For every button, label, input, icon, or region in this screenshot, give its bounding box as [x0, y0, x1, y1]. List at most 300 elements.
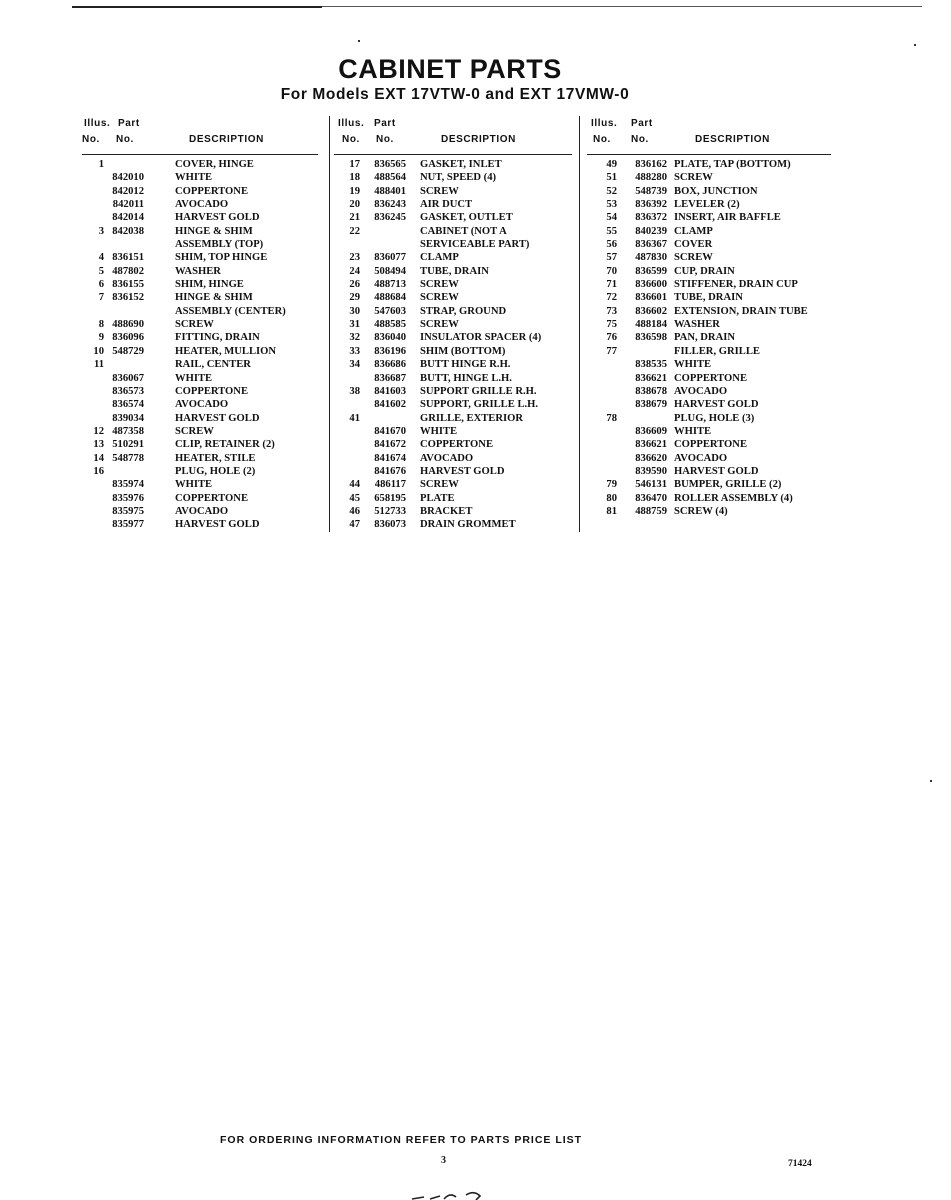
parts-row	[334, 465, 572, 478]
part-number: 836155	[112, 279, 144, 291]
parts-row	[587, 211, 831, 224]
illus-number: 81	[606, 505, 617, 517]
illus-number: 14	[93, 452, 104, 464]
parts-row	[587, 305, 831, 318]
part-number: 836598	[635, 332, 667, 344]
part-description: HARVEST GOLD	[175, 519, 260, 531]
part-description: FITTING, DRAIN	[175, 332, 260, 344]
part-number: 512733	[374, 505, 406, 517]
illus-number: 9	[98, 332, 104, 344]
parts-rows	[334, 158, 572, 532]
illus-number: 56	[606, 239, 617, 251]
parts-column-2	[334, 118, 572, 532]
part-number: 836040	[374, 332, 406, 344]
parts-row	[587, 291, 831, 304]
part-no-header: No.	[376, 134, 394, 145]
part-number: 836151	[112, 252, 144, 264]
parts-row	[587, 265, 831, 278]
page-number: 3	[441, 1155, 446, 1166]
part-number: 836196	[374, 345, 406, 357]
part-no-header: No.	[631, 134, 649, 145]
illus-number: 17	[349, 159, 360, 170]
part-description: ASSEMBLY (TOP)	[175, 239, 264, 251]
part-description: HARVEST GOLD	[674, 399, 759, 411]
part-number: 836372	[635, 212, 667, 224]
illus-number: 30	[349, 305, 360, 317]
column-divider	[579, 116, 580, 532]
parts-row	[587, 331, 831, 344]
part-number: 836600	[635, 279, 667, 291]
parts-row	[587, 345, 831, 358]
illus-number: 22	[349, 225, 360, 237]
parts-row	[587, 278, 831, 291]
part-number: 547603	[374, 305, 406, 317]
part-description: NUT, SPEED (4)	[420, 172, 497, 184]
illus-number: 57	[606, 252, 617, 264]
part-description: ROLLER ASSEMBLY (4)	[674, 492, 793, 504]
parts-row	[587, 385, 831, 398]
parts-row	[334, 478, 572, 491]
top-edge-rule-thin	[322, 6, 922, 7]
part-description: INSULATOR SPACER (4)	[420, 332, 542, 344]
part-number: 842010	[112, 172, 144, 184]
part-description: SCREW	[674, 172, 713, 184]
parts-row	[82, 465, 318, 478]
parts-row	[82, 238, 318, 251]
part-number: 488684	[374, 292, 406, 304]
illus-number: 51	[606, 172, 617, 184]
parts-row	[587, 251, 831, 264]
part-description: SCREW	[674, 252, 713, 264]
part-number: 839590	[635, 465, 667, 477]
illus-number: 80	[606, 492, 617, 504]
part-number: 836565	[374, 159, 406, 170]
illus-number: 16	[93, 465, 104, 477]
part-description: WASHER	[674, 319, 720, 331]
header-rule	[334, 154, 572, 155]
part-number: 836096	[112, 332, 144, 344]
part-description: AVOCADO	[175, 199, 229, 211]
illus-number: 10	[93, 345, 104, 357]
part-description: PLUG, HOLE (3)	[674, 412, 755, 424]
part-description: WHITE	[175, 479, 213, 491]
part-number: 836162	[635, 159, 667, 170]
parts-row	[82, 478, 318, 491]
part-number: 488585	[374, 319, 406, 331]
illus-number: 21	[349, 212, 360, 224]
part-number: 836609	[635, 425, 667, 437]
part-description: HARVEST GOLD	[175, 212, 260, 224]
parts-row	[587, 238, 831, 251]
illus-number: 12	[93, 425, 104, 437]
illus-number: 47	[349, 519, 360, 531]
part-header-top: Part	[118, 118, 140, 129]
part-description: SUPPORT GRILLE R.H.	[420, 385, 537, 397]
illus-number: 19	[349, 185, 360, 197]
scan-speck	[914, 44, 916, 46]
illus-header-top: Illus.	[84, 118, 111, 129]
part-number: 488280	[635, 172, 667, 184]
parts-row	[334, 238, 572, 251]
parts-row	[334, 518, 572, 531]
part-number: 842012	[112, 185, 144, 197]
header-rule	[587, 154, 831, 155]
parts-row	[82, 278, 318, 291]
parts-row	[334, 225, 572, 238]
parts-row	[587, 372, 831, 385]
parts-row	[82, 412, 318, 425]
part-number: 836152	[112, 292, 144, 304]
part-description: COVER	[674, 239, 713, 251]
parts-row	[334, 385, 572, 398]
part-number: 486117	[374, 479, 406, 491]
part-description: HARVEST GOLD	[674, 465, 759, 477]
illus-no-header: No.	[342, 134, 360, 145]
part-description: EXTENSION, DRAIN TUBE	[674, 305, 808, 317]
parts-row	[82, 358, 318, 371]
part-description: AVOCADO	[674, 385, 728, 397]
illus-number: 73	[606, 305, 617, 317]
parts-row	[82, 198, 318, 211]
handwritten-mark	[410, 1188, 500, 1200]
part-number: 548778	[112, 452, 144, 464]
ordering-footer: FOR ORDERING INFORMATION REFER TO PARTS PRICE LIST	[220, 1134, 583, 1146]
parts-row	[334, 412, 572, 425]
scan-speck	[358, 40, 360, 42]
part-description: SCREW	[175, 319, 214, 331]
illus-number: 41	[349, 412, 360, 424]
part-number: 838679	[635, 399, 667, 411]
parts-row	[82, 505, 318, 518]
parts-row	[587, 465, 831, 478]
parts-rows	[587, 158, 831, 518]
part-description: WHITE	[674, 425, 712, 437]
illus-number: 55	[606, 225, 617, 237]
illus-no-header: No.	[593, 134, 611, 145]
illus-number: 49	[606, 159, 617, 170]
part-number: 508494	[374, 265, 406, 277]
illus-number: 72	[606, 292, 617, 304]
part-description: HEATER, MULLION	[175, 345, 277, 357]
part-number: 841603	[374, 385, 406, 397]
part-number: 836602	[635, 305, 667, 317]
part-description: DRAIN GROMMET	[420, 519, 516, 531]
part-description: TUBE, DRAIN	[420, 265, 489, 277]
parts-row	[82, 345, 318, 358]
parts-row	[334, 198, 572, 211]
part-description: HEATER, STILE	[175, 452, 256, 464]
parts-row	[587, 318, 831, 331]
part-number: 488759	[635, 505, 667, 517]
part-description: COPPERTONE	[175, 385, 249, 397]
part-description: SCREW	[420, 319, 459, 331]
part-description: ASSEMBLY (CENTER)	[175, 305, 286, 317]
part-number: 840239	[635, 225, 667, 237]
parts-row	[334, 345, 572, 358]
illus-header-top: Illus.	[338, 118, 365, 129]
part-number: 841602	[374, 399, 406, 411]
part-description: AVOCADO	[175, 399, 229, 411]
part-number: 836067	[112, 372, 144, 384]
parts-row	[334, 291, 572, 304]
part-description: GASKET, INLET	[420, 159, 502, 170]
illus-number: 38	[349, 385, 360, 397]
part-number: 838678	[635, 385, 667, 397]
parts-row	[334, 251, 572, 264]
column-header	[587, 118, 831, 154]
part-number: 548739	[635, 185, 667, 197]
illus-number: 3	[98, 225, 104, 237]
part-number: 836621	[635, 372, 667, 384]
parts-row	[82, 331, 318, 344]
column-header	[334, 118, 572, 154]
part-description: STIFFENER, DRAIN CUP	[674, 279, 798, 291]
parts-row	[82, 385, 318, 398]
parts-row	[587, 425, 831, 438]
part-number: 487802	[112, 265, 144, 277]
illus-number: 7	[98, 292, 104, 304]
parts-row	[82, 305, 318, 318]
parts-column-3	[587, 118, 831, 518]
illus-number: 6	[98, 279, 104, 291]
part-number: 836686	[374, 359, 406, 371]
illus-number: 4	[98, 252, 104, 264]
part-number: 841674	[374, 452, 406, 464]
part-description: PAN, DRAIN	[674, 332, 736, 344]
parts-row	[334, 265, 572, 278]
parts-row	[334, 358, 572, 371]
illus-number: 29	[349, 292, 360, 304]
part-number: 658195	[374, 492, 406, 504]
parts-row	[82, 492, 318, 505]
part-description: SCREW	[175, 425, 214, 437]
parts-column-1	[82, 118, 318, 532]
illus-number: 71	[606, 279, 617, 291]
part-number: 548729	[112, 345, 144, 357]
part-number: 836073	[374, 519, 406, 531]
parts-row	[587, 438, 831, 451]
top-edge-rule	[72, 6, 322, 8]
part-description: STRAP, GROUND	[420, 305, 507, 317]
part-number: 836573	[112, 385, 144, 397]
illus-number: 70	[606, 265, 617, 277]
illus-number: 32	[349, 332, 360, 344]
parts-row	[82, 251, 318, 264]
part-number: 839034	[112, 412, 144, 424]
part-description: RAIL, CENTER	[175, 359, 251, 371]
illus-number: 24	[349, 265, 360, 277]
parts-row	[587, 225, 831, 238]
parts-row	[334, 505, 572, 518]
parts-row	[587, 158, 831, 171]
document-code: 71424	[788, 1159, 812, 1169]
part-number: 488690	[112, 319, 144, 331]
parts-row	[587, 412, 831, 425]
part-number: 842038	[112, 225, 144, 237]
part-number: 546131	[635, 479, 667, 491]
part-description: LEVELER (2)	[674, 199, 740, 211]
scan-speck	[930, 780, 932, 782]
part-description: INSERT, AIR BAFFLE	[674, 212, 781, 224]
part-description: SCREW	[420, 279, 459, 291]
part-description: WASHER	[175, 265, 221, 277]
part-description: CLAMP	[674, 225, 713, 237]
parts-row	[334, 398, 572, 411]
illus-number: 5	[98, 265, 104, 277]
parts-row	[334, 452, 572, 465]
part-description: WHITE	[175, 372, 213, 384]
part-number: 487358	[112, 425, 144, 437]
parts-row	[334, 185, 572, 198]
part-description: WHITE	[674, 359, 712, 371]
description-header: DESCRIPTION	[695, 134, 770, 145]
parts-rows	[82, 158, 318, 532]
part-number: 841670	[374, 425, 406, 437]
illus-no-header: No.	[82, 134, 100, 145]
parts-row	[334, 331, 572, 344]
part-number: 835977	[112, 519, 144, 531]
illus-number: 20	[349, 199, 360, 211]
part-number: 488713	[374, 279, 406, 291]
part-description: SCREW	[420, 292, 459, 304]
part-description: AIR DUCT	[420, 199, 473, 211]
parts-row	[587, 358, 831, 371]
part-number: 838535	[635, 359, 667, 371]
part-number: 836574	[112, 399, 144, 411]
part-number: 488184	[635, 319, 667, 331]
parts-row	[82, 185, 318, 198]
part-description: AVOCADO	[674, 452, 728, 464]
part-description: CLAMP	[420, 252, 459, 264]
part-number: 841672	[374, 439, 406, 451]
part-number: 835975	[112, 505, 144, 517]
part-description: PLATE	[420, 492, 455, 504]
parts-row	[587, 492, 831, 505]
parts-row	[587, 171, 831, 184]
illus-number: 26	[349, 279, 360, 291]
illus-number: 31	[349, 319, 360, 331]
part-description: SERVICEABLE PART)	[420, 239, 530, 251]
part-description: WHITE	[175, 172, 213, 184]
parts-row	[334, 372, 572, 385]
illus-number: 23	[349, 252, 360, 264]
part-description: COPPERTONE	[175, 185, 249, 197]
parts-row	[587, 398, 831, 411]
part-description: SUPPORT, GRILLE L.H.	[420, 399, 539, 411]
part-description: AVOCADO	[175, 505, 229, 517]
parts-row	[82, 372, 318, 385]
part-number: 836392	[635, 199, 667, 211]
illus-number: 79	[606, 479, 617, 491]
parts-row	[334, 425, 572, 438]
part-no-header: No.	[116, 134, 134, 145]
illus-header-top: Illus.	[591, 118, 618, 129]
illus-number: 44	[349, 479, 360, 491]
illus-number: 8	[98, 319, 104, 331]
part-description: SCREW	[420, 479, 459, 491]
part-number: 487830	[635, 252, 667, 264]
parts-row	[82, 171, 318, 184]
part-description: COPPERTONE	[175, 492, 249, 504]
illus-number: 78	[606, 412, 617, 424]
part-header-top: Part	[631, 118, 653, 129]
illus-number: 34	[349, 359, 360, 371]
part-header-top: Part	[374, 118, 396, 129]
illus-number: 11	[93, 359, 104, 371]
parts-row	[334, 438, 572, 451]
parts-row	[334, 278, 572, 291]
parts-row	[82, 211, 318, 224]
part-description: SCREW	[420, 185, 459, 197]
illus-number: 1	[98, 159, 104, 170]
part-description: PLATE, TAP (BOTTOM)	[674, 159, 791, 170]
part-number: 836245	[374, 212, 406, 224]
parts-row	[334, 158, 572, 171]
illus-number: 76	[606, 332, 617, 344]
parts-row	[82, 158, 318, 171]
description-header: DESCRIPTION	[189, 134, 264, 145]
part-description: CUP, DRAIN	[674, 265, 735, 277]
page-title: CABINET PARTS	[338, 54, 562, 84]
part-number: 836687	[374, 372, 406, 384]
part-description: CABINET (NOT A	[420, 225, 507, 237]
illus-number: 45	[349, 492, 360, 504]
parts-row	[587, 505, 831, 518]
part-description: AVOCADO	[420, 452, 474, 464]
illus-number: 13	[93, 439, 104, 451]
part-description: BUTT, HINGE L.H.	[420, 372, 512, 384]
part-number: 836621	[635, 439, 667, 451]
parts-row	[587, 478, 831, 491]
part-description: BUMPER, GRILLE (2)	[674, 479, 782, 491]
illus-number: 54	[606, 212, 617, 224]
part-number: 836077	[374, 252, 406, 264]
part-description: TUBE, DRAIN	[674, 292, 743, 304]
parts-row	[587, 452, 831, 465]
part-description: HINGE & SHIM	[175, 292, 253, 304]
part-number: 835976	[112, 492, 144, 504]
parts-row	[82, 438, 318, 451]
part-description: FILLER, GRILLE	[674, 345, 760, 357]
part-description: COPPERTONE	[674, 439, 748, 451]
parts-row	[334, 305, 572, 318]
header-rule	[82, 154, 318, 155]
part-number: 836599	[635, 265, 667, 277]
description-header: DESCRIPTION	[441, 134, 516, 145]
part-number: 836601	[635, 292, 667, 304]
illus-number: 53	[606, 199, 617, 211]
part-description: COVER, HINGE	[175, 159, 254, 170]
part-number: 488401	[374, 185, 406, 197]
part-description: WHITE	[420, 425, 458, 437]
part-description: COPPERTONE	[674, 372, 748, 384]
part-description: GASKET, OUTLET	[420, 212, 513, 224]
parts-row	[334, 318, 572, 331]
part-description: BOX, JUNCTION	[674, 185, 758, 197]
parts-row	[82, 452, 318, 465]
column-header	[82, 118, 318, 154]
part-number: 842014	[112, 212, 144, 224]
illus-number: 18	[349, 172, 360, 184]
part-number: 510291	[112, 439, 144, 451]
parts-row	[334, 492, 572, 505]
parts-row	[587, 185, 831, 198]
illus-number: 75	[606, 319, 617, 331]
part-number: 836470	[635, 492, 667, 504]
parts-row	[82, 518, 318, 531]
part-description: SCREW (4)	[674, 505, 728, 517]
parts-row	[334, 171, 572, 184]
